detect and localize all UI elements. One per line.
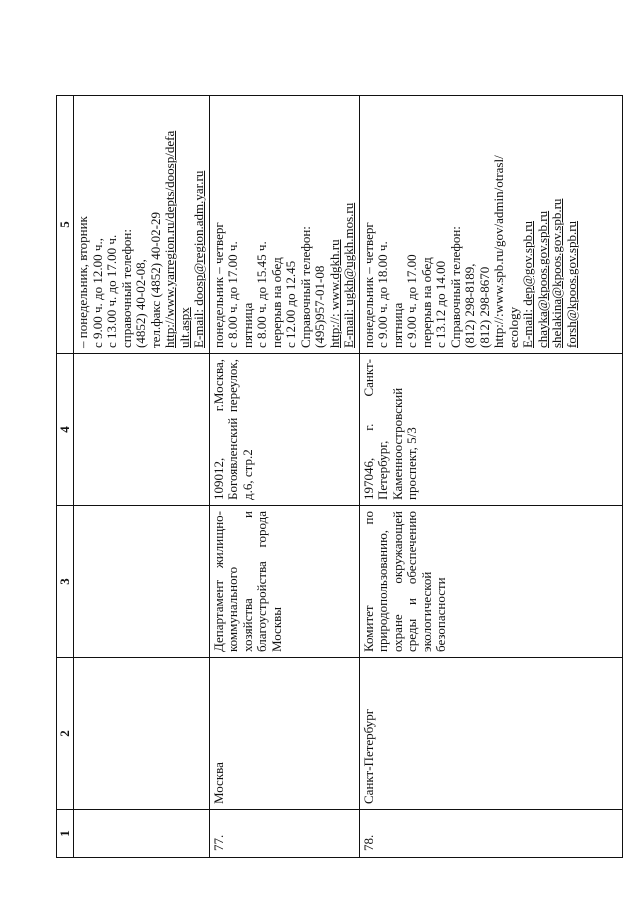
organizations-table <box>56 95 623 858</box>
contact-link[interactable]: forsh@kpoos.gov.spb.ru <box>563 220 579 348</box>
contact-line: с 9.00 ч. до 18.00 ч. <box>375 241 390 348</box>
organization-cell: Департамент жилищно-коммунального хозяйства и благоустройства города Москвы <box>209 506 359 658</box>
contact-line: – понедельник, вторник <box>75 216 90 348</box>
contact-link[interactable]: E-mail: dep@gov.spb.ru <box>520 220 535 348</box>
address-cell: 109012, г.Москва, Богоявленский переулок, д.6, стр.2 <box>209 354 359 506</box>
contacts-cell <box>359 96 622 354</box>
contact-line: перерыв на обед <box>418 257 434 348</box>
contact-line: с 8.00 ч. до 17.00 ч. <box>225 241 240 348</box>
address-cell: 197046, г. Санкт-Петербург, Каменноостровский проспект, 5/3 <box>359 354 622 506</box>
contact-link[interactable]: ult.aspx <box>176 307 192 348</box>
header-row <box>57 96 74 858</box>
contact-line: пятница <box>239 302 255 348</box>
region-cell: Москва <box>209 658 359 810</box>
table-row <box>359 96 622 858</box>
header-cell: 1 <box>57 810 74 858</box>
contact-link[interactable]: E-mail: ugkh@ugkh.mos.ru <box>341 202 356 348</box>
contact-line: справочный телефон: <box>118 228 134 348</box>
header-cell: 5 <box>57 96 74 354</box>
header-cell: 4 <box>57 354 74 506</box>
rotated-table-container <box>56 96 579 858</box>
contact-line: перерыв на обед <box>268 257 284 348</box>
address-cell <box>74 354 210 506</box>
contact-line: пятница <box>389 302 405 348</box>
header-cell: 2 <box>57 658 74 810</box>
contact-link[interactable]: chayka@kpoos.gov.spb.ru <box>534 210 550 348</box>
contact-line: с 13.12 до 14.00 <box>433 260 448 348</box>
contact-line: с 8.00 ч. до 15.45 ч. <box>254 241 269 348</box>
contact-link[interactable]: shelakina@kpoos.gov.spb.ru <box>549 198 564 348</box>
contact-line: Справочный телефон: <box>447 226 463 348</box>
contact-line: с 13.00 ч. до 17.00 ч. <box>104 234 119 348</box>
contact-line: с 12.00 до 12.45 <box>283 260 298 348</box>
contact-line: с 9.00 ч. до 12.00 ч., <box>89 238 105 348</box>
contact-link[interactable]: http://www.yarregion.ru/depts/doosp/defa <box>162 130 177 348</box>
contacts-cell <box>209 96 359 354</box>
contact-link[interactable]: E-mail: doosp@region.adm.yar.ru <box>191 170 206 348</box>
header-cell: 3 <box>57 506 74 658</box>
region-cell: Санкт-Петербург <box>359 658 622 810</box>
region-cell <box>74 658 210 810</box>
contact-line: (4852) 40-02-08, <box>133 259 148 348</box>
row-number <box>74 810 210 858</box>
row-number: 77. <box>209 810 359 858</box>
contact-line: тел.факс (4852) 40-02-29 <box>147 212 163 348</box>
contact-line: (495)957-01-08 <box>312 265 327 348</box>
contact-line: понедельник – четверг <box>210 222 226 348</box>
contact-line: ecology <box>505 306 521 348</box>
contact-line: (812) 298-8670 <box>476 266 492 348</box>
contact-line: Справочный телефон: <box>297 226 313 348</box>
contact-line: понедельник – четверг <box>360 222 376 348</box>
contact-line: http://:www.spb.ru/gov/admin/otrasl/ <box>491 155 506 348</box>
organization-cell: Комитет по природопользованию, охране окружающей среды и обеспечению экологической безопасности <box>359 506 622 658</box>
contact-line: (812) 298-8189, <box>462 263 477 348</box>
contacts-cell <box>74 96 210 354</box>
table-row <box>209 96 359 858</box>
row-number: 78. <box>359 810 622 858</box>
contact-line: с 9.00 ч. до 17.00 <box>404 254 419 348</box>
contact-link[interactable]: http://: www.dgkh.ru <box>326 239 342 348</box>
organization-cell <box>74 506 210 658</box>
table-row <box>74 96 210 858</box>
